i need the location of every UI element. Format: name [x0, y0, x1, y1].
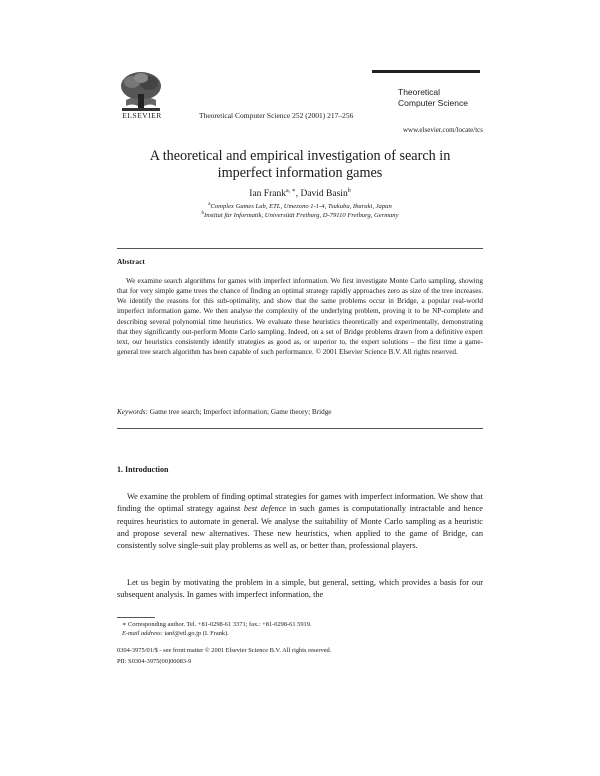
keywords-label: Keywords: — [117, 408, 148, 416]
journal-masthead — [372, 70, 480, 108]
author-2: David Basin — [300, 189, 348, 200]
authors — [118, 187, 482, 199]
legal-pii: PII: S0304-3975(00)00083-9 — [117, 658, 192, 665]
affiliation-b — [118, 211, 482, 219]
abstract-heading: Abstract — [117, 257, 145, 266]
elsevier-tree-icon — [116, 70, 166, 114]
paper-title-line1: A theoretical and empirical investigation of search in — [149, 148, 451, 164]
keywords — [117, 408, 483, 416]
keywords-text: Game tree search; Imperfect information; Game theory; Bridge — [149, 408, 332, 416]
rule-bottom — [117, 428, 483, 429]
footnote-email — [122, 630, 229, 637]
journal-title — [398, 87, 480, 108]
paper-title — [118, 148, 482, 182]
section-heading-introduction: 1. Introduction — [117, 465, 169, 474]
masthead-bar — [372, 70, 480, 73]
affiliation-a-mark: a — [208, 202, 211, 207]
rule-top — [117, 248, 483, 249]
author-1: Ian Frank — [249, 189, 286, 200]
author-separator: , — [295, 189, 301, 200]
affiliation-b-text: Institut für Informatik, Universität Freiburg, D-79110 Freiburg, Germany — [204, 212, 399, 220]
affiliation-b-mark: b — [201, 211, 204, 216]
footnote-email-label: E-mail address: — [122, 630, 163, 637]
journal-title-line1: Theoretical — [398, 87, 441, 97]
affiliation-a — [118, 202, 482, 210]
author-1-marks: a, ∗ — [285, 188, 296, 194]
footnote-corresponding: ∗ Corresponding author. Tel. +81-0298-61 3371; fax.: +81-0298-61 5919. — [122, 621, 312, 628]
intro-p1-b: in such games is computationally intractable and hence requires heuristics to automate in general. We analyse the suitability of Monte Carlo sampling as a heuristic and propose several new alternatives. These new heuristics, when applied to the game of Bridge, can consistently solve single-suit play problems as well as, or better than, professional players. — [117, 504, 483, 551]
journal-reference: Theoretical Computer Science 252 (2001) 217–256 — [199, 111, 354, 120]
footnote-rule — [117, 617, 155, 618]
intro-paragraph-2: Let us begin by motivating the problem in a simple, but general, setting, which provides a basis for our subsequent analysis. In games with imperfect information, the — [117, 578, 483, 600]
author-2-marks: b — [347, 188, 351, 194]
journal-title-line2: Computer Science — [398, 97, 468, 108]
journal-url[interactable]: www.elsevier.com/locate/tcs — [402, 126, 483, 134]
affiliation-a-text: Complex Games Lab, ETL, Umezono 1-1-4, Tsukuba, Ibaraki, Japan — [210, 203, 392, 211]
intro-p1-emphasis: best defence — [243, 504, 287, 514]
footnote-email-value[interactable]: ianf@etl.go.jp (I. Frank). — [162, 630, 229, 637]
intro-p1-a: We examine the problem of finding optimal strategies for games with imperfect information. We show that finding the optimal strategy against — [117, 492, 483, 514]
intro-paragraph-1 — [117, 491, 483, 552]
paper-title-line2: imperfect information games — [217, 165, 383, 181]
legal-issn: 0304-3975/01/$ - see front matter © 2001 Elsevier Science B.V. All rights reserved. — [117, 647, 332, 654]
publisher-name: ELSEVIER — [122, 111, 162, 120]
abstract-text: We examine search algorithms for games with imperfect information. We first investigate Monte Carlo sampling, showing that for very simple game trees the chance of finding an optimal strategy rapidly approaches zero as size of the tree increases. We identify the reasons for this sub-optimality, and show that the same problems occur in Bridge, a popular real-world imperfect information game. We then analyse the complexity of the underlying problem, proving it to be NP-complete and describing several polynomial time heuristics. We evaluate these heuristics theoretically and experimentally, demonstrating that they significantly out-perform Monte Carlo sampling. Indeed, on a set of Bridge problems drawn from a definitive expert text, our heuristics consistently identify strategies as good as, or superior to, the expert solutions – the first time a game-general tree search algorithm has been capable of such performance. © 2001 Elsevier Science B.V. All rights reserved. — [117, 277, 483, 357]
